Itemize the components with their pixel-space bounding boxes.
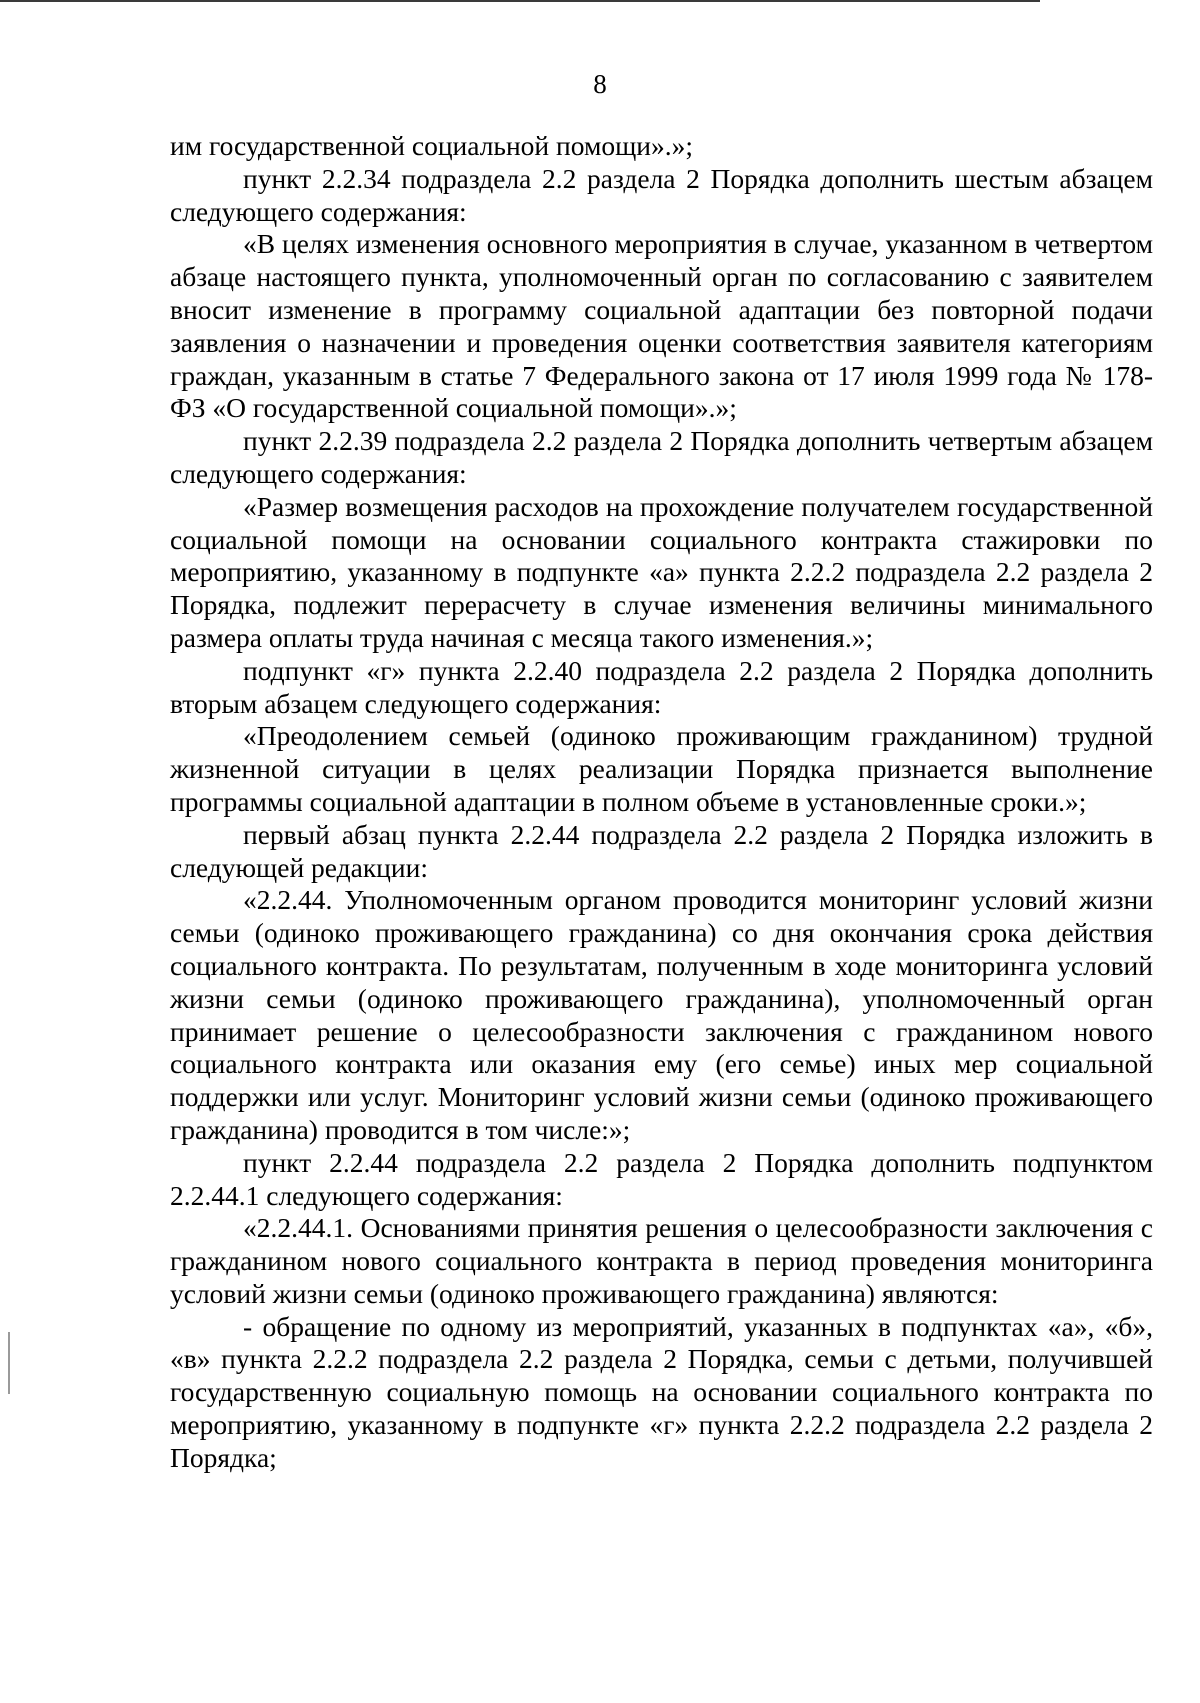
document-body (170, 130, 1153, 1475)
page-number: 8 (593, 69, 607, 99)
paragraph-amendment-2-2-34: пункт 2.2.34 подраздела 2.2 раздела 2 Порядка дополнить шестым абзацем следующего содержания: (170, 162, 1153, 227)
paragraph-list-item: - обращение по одному из мероприятий, указанных в подпунктах «а», «б», «в» пункта 2.2.2 подраздела 2.2 раздела 2 Порядка, семьи с детьми, получившей государственную социальную помощь на основании социального контракта по мероприятию, указанному в подпункте «г» пункта 2.2.2 подраздела 2.2 раздела 2 Порядка; (170, 1310, 1153, 1473)
scan-margin-mark (8, 1332, 10, 1394)
paragraph-amendment-2-2-40: подпункт «г» пункта 2.2.40 подраздела 2.2 раздела 2 Порядка дополнить вторым абзацем следующего содержания: (170, 654, 1153, 719)
paragraph-quote-2-2-44: «2.2.44. Уполномоченным органом проводится мониторинг условий жизни семьи (одиноко проживающего гражданина) со дня окончания срока действия социального контракта. По результатам, полученным в ходе мониторинга условий жизни семьи (одиноко проживающего гражданина), уполномоченный орган принимает решение о целесообразности заключения с гражданином нового социального контракта или оказания ему (его семье) иных мер социальной поддержки или услуг. Мониторинг условий жизни семьи (одиноко проживающего гражданина) проводится в том числе:»; (170, 884, 1153, 1145)
scan-edge-line (0, 0, 1040, 2)
paragraph-continuation: им государственной социальной помощи».»; (170, 130, 694, 161)
paragraph-amendment-2-2-44-1: пункт 2.2.44 подраздела 2.2 раздела 2 Порядка дополнить подпунктом 2.2.44.1 следующего содержания: (170, 1146, 1153, 1211)
paragraph-quote-2-2-44-1: «2.2.44.1. Основаниями принятия решения о целесообразности заключения с гражданином нового социального контракта в период проведения мониторинга условий жизни семьи (одиноко проживающего гражданина) являются: (170, 1212, 1153, 1309)
paragraph-quote-2-2-40: «Преодолением семьей (одиноко проживающим гражданином) трудной жизненной ситуации в целях реализации Порядка признается выполнение программы социальной адаптации в полном объеме в установленные сроки.»; (170, 720, 1153, 817)
paragraph-quote-2-2-34: «В целях изменения основного мероприятия в случае, указанном в четвертом абзаце настоящего пункта, уполномоченный орган по согласованию с заявителем вносит изменение в программу социальной адаптации без повторной подачи заявления о назначении и проведения оценки соответствия заявителя категориям граждан, указанным в статье 7 Федерального закона от 17 июля 1999 года № 178-ФЗ «О государственной социальной помощи».»; (170, 228, 1153, 424)
paragraph-amendment-2-2-44: первый абзац пункта 2.2.44 подраздела 2.2 раздела 2 Порядка изложить в следующей редакции: (170, 818, 1153, 883)
paragraph-amendment-2-2-39: пункт 2.2.39 подраздела 2.2 раздела 2 Порядка дополнить четвертым абзацем следующего содержания: (170, 425, 1153, 489)
paragraph-quote-2-2-39: «Размер возмещения расходов на прохождение получателем государственной социальной помощи на основании социального контракта стажировки по мероприятию, указанному в подпункте «а» пункта 2.2.2 подраздела 2.2 раздела 2 Порядка, подлежит перерасчету в случае изменения величины минимального размера оплаты труда начиная с месяца такого изменения.»; (170, 490, 1153, 653)
